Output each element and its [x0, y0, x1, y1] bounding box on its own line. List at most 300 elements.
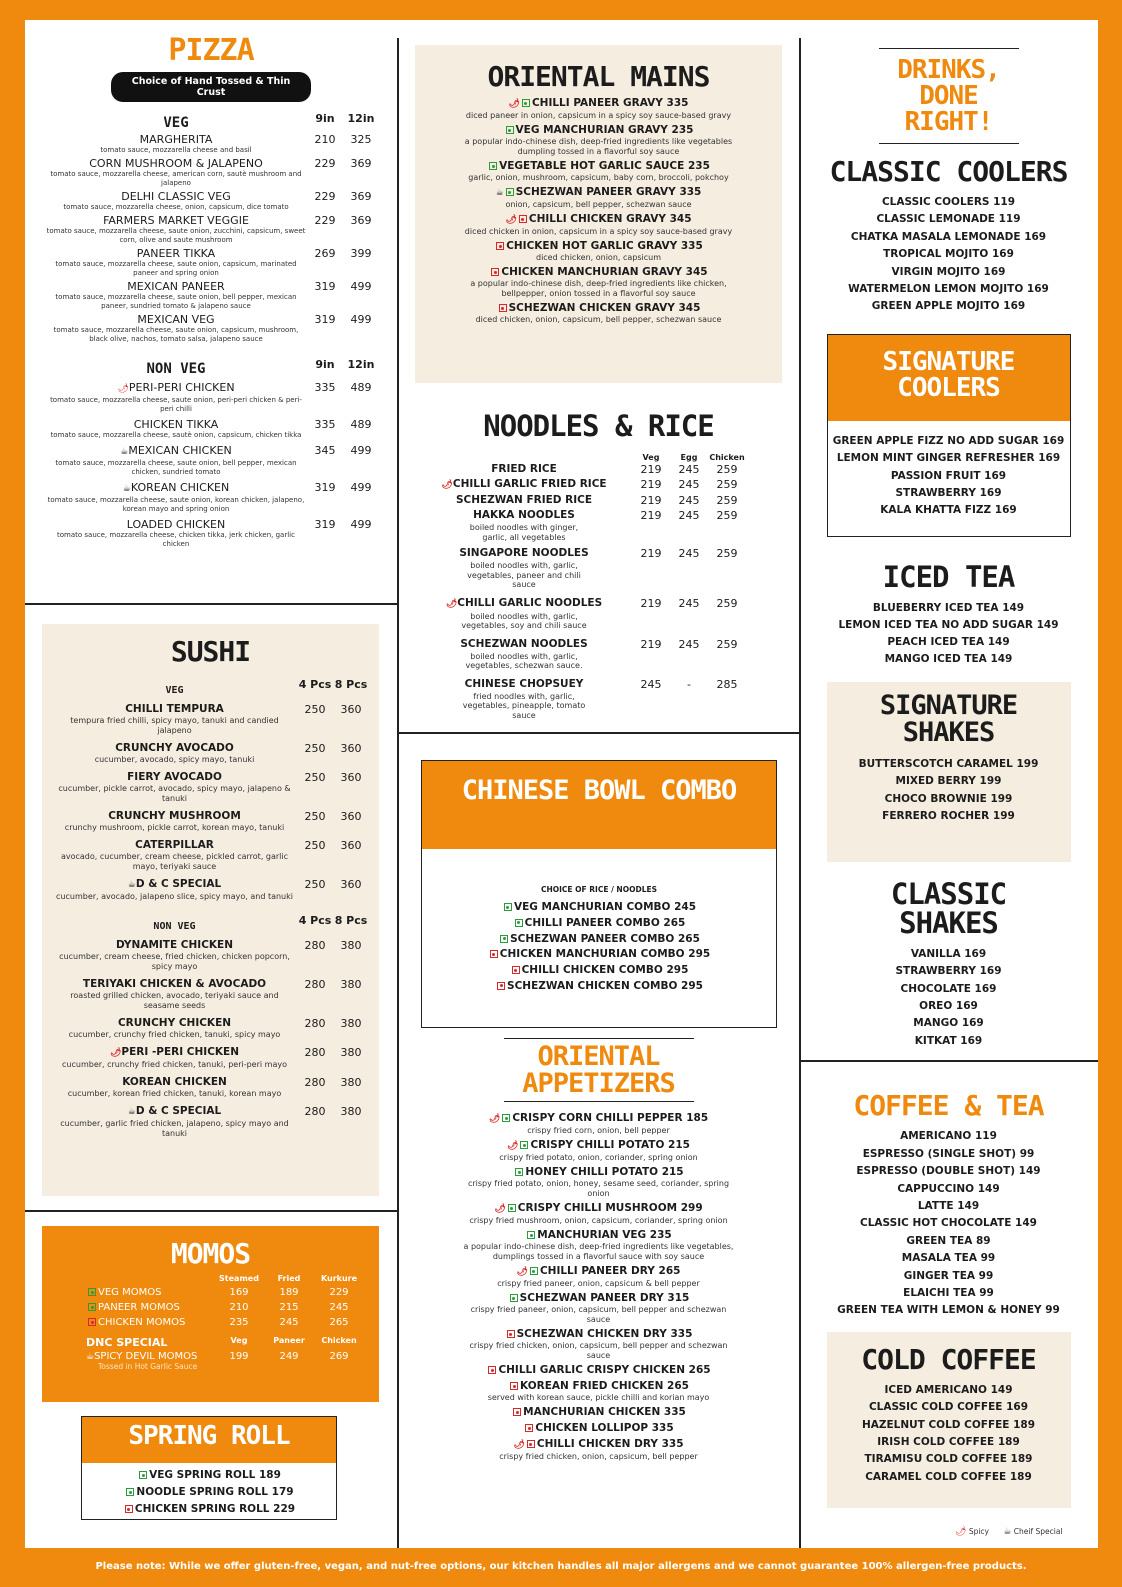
nonveg-icon	[491, 268, 499, 276]
item-name-text: PANEER MOMOS	[98, 1302, 180, 1313]
item-name-text: SPICY DEVIL MOMOS	[94, 1351, 198, 1362]
menu-item	[799, 998, 1098, 1015]
menu-item	[827, 791, 1071, 808]
veg-icon	[530, 1267, 538, 1275]
price-small: 319	[314, 313, 336, 326]
price: 245	[678, 547, 700, 560]
price: 245	[640, 677, 662, 691]
menu-item	[828, 485, 1070, 502]
item-name	[52, 1076, 297, 1089]
item-name	[52, 878, 297, 892]
item-desc: cucumber, pickle carrot, avocado, spicy mayo, jalapeno & tanuki	[58, 784, 291, 803]
chili-icon: 🌶	[513, 1440, 525, 1450]
menu-item	[799, 981, 1098, 998]
menu-item	[415, 508, 782, 542]
menu-item	[52, 878, 369, 902]
item-name-text: FRIED RICE	[491, 463, 557, 475]
section-title: SUSHI	[170, 635, 251, 668]
item-name-text: DELHI CLASSIC VEG	[121, 190, 231, 203]
price: 259	[716, 463, 738, 476]
item-info	[52, 939, 297, 972]
momos-row	[42, 1351, 379, 1362]
drinks-title: DRINKS, DONE RIGHT!	[897, 55, 1000, 137]
price-8pcs: 380	[340, 1076, 362, 1089]
item-desc: onion, capsicum, bell pepper, schezwan sauce	[505, 200, 692, 209]
price: 259	[716, 637, 738, 651]
chili-icon: 🌶	[117, 384, 129, 394]
item-name-text: OREO 169	[919, 1000, 978, 1013]
menu-item	[422, 947, 776, 963]
price: 219	[640, 494, 662, 507]
veg-icon	[510, 1294, 518, 1302]
price-small: 210	[314, 133, 336, 146]
item-name	[45, 381, 307, 396]
item-info	[45, 481, 307, 514]
price: 219	[640, 547, 662, 560]
menu-item	[799, 194, 1098, 211]
item-name-text: IRISH COLD COFFEE 189	[877, 1435, 1020, 1448]
price-8pcs: 380	[340, 978, 362, 991]
item-name-text: CLASSIC COLD COFFEE 169	[868, 1401, 1029, 1414]
item-name-text: VEG MANCHURIAN COMBO 245	[513, 901, 697, 913]
item-info	[52, 978, 297, 1011]
item-name-text: SCHEZWAN FRIED RICE	[455, 494, 593, 506]
item-name-text: AMERICANO 119	[900, 1130, 997, 1143]
item-name-text: PANEER TIKKA	[136, 247, 216, 260]
item-info	[45, 133, 307, 155]
item-info	[45, 280, 307, 311]
allergen-footer: Please note: While we offer gluten-free, vegan, and nut-free options, our kitchen handles all major allergens and we cannot guarantee 100% allergen-free products.	[95, 1561, 1027, 1572]
item-name	[415, 477, 633, 493]
item-desc: tomato sauce, mozzarella cheese, sautè onion, capsicum, chicken tikka	[50, 431, 302, 439]
menu-item	[82, 1467, 336, 1484]
chili-icon: 🌶	[109, 1048, 122, 1058]
section-title: MOMOS	[170, 1237, 251, 1270]
item-info	[415, 637, 633, 671]
item-info	[52, 878, 297, 902]
item-name-text: ESPRESSO (DOUBLE SHOT) 149	[856, 1165, 1041, 1178]
item-desc: tomato sauce, mozzarella cheese, saute onion, zucchini, capsicum, sweet corn, olive and saute mushroom	[46, 227, 306, 244]
item-name-text: STRAWBERRY 169	[895, 487, 1002, 500]
nonveg-icon	[507, 1330, 515, 1338]
item-info	[415, 596, 633, 631]
item-name-text: CHICKEN MANCHURIAN COMBO 295	[499, 948, 711, 961]
section-title: ORIENTAL APPETIZERS	[522, 1041, 675, 1099]
item-name-text: CHILLI CHICKEN GRAVY 345	[528, 213, 692, 225]
price: 259	[716, 509, 738, 522]
item-name	[415, 302, 782, 315]
price: 245	[678, 463, 700, 476]
item-info	[415, 477, 633, 493]
menu-item	[45, 247, 379, 278]
item-desc: a popular indo-chinese dish, deep-fried ingredients like chicken, bellpepper, onion tossed in a flavorful soy sauce	[470, 279, 727, 298]
item-name	[52, 771, 297, 784]
item-desc: tomato sauce, mozzarella cheese, saute onion, korean chicken, jalapeno, korean mayo and spring onion	[47, 496, 305, 513]
item-name-text: LATTE 149	[917, 1199, 980, 1212]
chili-icon: 🌶	[508, 99, 520, 109]
item-name	[415, 596, 633, 612]
item-desc: tomato sauce, mozzarella cheese, saute onion, bell pepper, mexican paneer, sundried tomato & jalapeno sauce	[55, 293, 297, 310]
item-desc: tomato sauce, mozzarella cheese, saute onion, capsicum, mushroom, black olive, nachos, tomato salsa, jalapeno sauce	[53, 326, 299, 343]
menu-item	[415, 1364, 782, 1377]
menu-item	[45, 133, 379, 155]
menu-item	[52, 1017, 369, 1040]
momos-val: 169	[229, 1287, 249, 1298]
price-large: 499	[350, 444, 372, 457]
item-info	[45, 444, 307, 477]
item-desc: boiled noodles with ginger, garlic, all vegetables	[469, 523, 579, 542]
item-name-text: CRUNCHY MUSHROOM	[108, 810, 241, 822]
menu-item	[415, 1422, 782, 1435]
price: 219	[640, 509, 662, 522]
item-name-text: SCHEZWAN PANEER COMBO 265	[510, 932, 700, 945]
menu-item	[45, 381, 379, 414]
section-title: COFFEE & TEA	[853, 1089, 1044, 1123]
nonveg-icon	[510, 1382, 518, 1390]
section-title: ORIENTAL MAINS	[487, 60, 710, 93]
menu-item	[52, 1105, 369, 1139]
price-col-header: Egg	[680, 453, 698, 462]
price-8pcs: 380	[340, 1017, 362, 1030]
menu-item	[52, 810, 369, 833]
item-name-text: CRISPY CHILLI POTATO 215	[530, 1139, 690, 1151]
menu-item	[799, 1215, 1098, 1232]
nonveg-icon	[525, 1424, 533, 1432]
item-name	[45, 444, 307, 459]
menu-sheet	[25, 20, 1098, 1548]
item-name-text: PERI -PERI CHICKEN	[121, 1046, 240, 1058]
section-title: ICED TEA	[882, 559, 1015, 594]
item-name	[52, 1105, 297, 1119]
price-small: 345	[314, 444, 336, 457]
size-header: 12in	[347, 112, 375, 125]
menu-item	[52, 978, 369, 1011]
item-name-text: NOODLE SPRING ROLL 179	[136, 1486, 294, 1498]
menu-item	[799, 1285, 1098, 1302]
noodles-section	[415, 409, 782, 720]
item-name-text: SCHEZWAN PANEER GRAVY 335	[515, 186, 702, 198]
menu-item	[799, 963, 1098, 980]
chili-icon: 🌶	[505, 215, 517, 225]
menu-item	[415, 213, 782, 237]
momos-row	[42, 1336, 379, 1349]
item-desc: cucumber, avocado, spicy mayo, tanuki	[94, 755, 255, 764]
item-desc: cucumber, crunchy fried chicken, tanuki, spicy mayo	[68, 1030, 281, 1039]
price-4pcs: 250	[304, 878, 326, 891]
menu-item	[422, 916, 776, 932]
item-name	[52, 978, 297, 991]
item-name	[415, 493, 633, 508]
price-large: 489	[350, 381, 372, 394]
veg-icon	[520, 1141, 528, 1149]
item-name-text: DYNAMITE CHICKEN	[115, 939, 234, 951]
item-info	[52, 1046, 297, 1070]
item-name-text: SCHEZWAN PANEER DRY 315	[519, 1292, 690, 1304]
legend-chef: Cheif Special	[1013, 1527, 1063, 1536]
section-title: CHINESE BOWL COMBO	[422, 761, 776, 849]
oriental-mains-section	[415, 45, 782, 383]
item-name	[415, 124, 782, 137]
price-4pcs: 250	[304, 703, 326, 716]
chef-hat-icon: ☕	[495, 188, 504, 198]
sushi-section	[42, 624, 379, 1196]
price: 259	[716, 494, 738, 507]
price-8pcs: 380	[340, 939, 362, 952]
momos-item	[86, 1287, 161, 1298]
price: 219	[640, 478, 662, 491]
momos-row	[42, 1274, 379, 1283]
nonveg-label: NON VEG	[153, 921, 196, 932]
item-name-text: MEXICAN VEG	[137, 313, 215, 326]
menu-item	[415, 477, 782, 493]
item-desc: boiled noodles with, garlic, vegetables, schezwan sauce.	[465, 651, 583, 670]
section-title: SIGNATURE SHAKES	[879, 689, 1018, 748]
menu-item	[415, 1265, 782, 1289]
menu-item	[799, 1233, 1098, 1250]
item-name-text: MANCHURIAN CHICKEN 335	[523, 1406, 686, 1418]
menu-item	[45, 444, 379, 477]
item-name-text: KOREAN CHICKEN	[122, 1076, 227, 1088]
price-4pcs: 280	[304, 978, 326, 991]
item-name	[45, 157, 307, 170]
menu-item	[799, 1181, 1098, 1198]
menu-item	[52, 703, 369, 736]
item-name-text: CORN MUSHROOM & JALAPENO	[89, 157, 263, 170]
momos-val: 215	[279, 1302, 299, 1313]
menu-item	[799, 1198, 1098, 1215]
item-desc: a popular indo-chinese dish, deep-fried ingredients like vegetables, dumplings tossed in a flavorful sauce with soy sauce	[463, 1242, 734, 1261]
item-desc: cucumber, avocado, jalapeno slice, spicy mayo, and tanuki	[56, 892, 293, 901]
legend-spicy: Spicy	[968, 1527, 989, 1536]
menu-item	[415, 677, 782, 721]
price: 245	[678, 509, 700, 522]
item-name-text: CRUNCHY AVOCADO	[115, 742, 234, 754]
section-title: SIGNATURE COOLERS	[828, 335, 1070, 421]
item-name-text: MEXICAN PANEER	[127, 280, 225, 293]
item-name-text: LOADED CHICKEN	[126, 518, 226, 531]
item-name-text: MASALA TEA 99	[901, 1252, 996, 1265]
chef-hat-icon: ☕	[122, 484, 131, 494]
item-name-text: CHILLI GARLIC NOODLES	[457, 596, 603, 609]
item-name-text: FERRERO ROCHER 199	[882, 810, 1015, 823]
item-name-text: CLASSIC LEMONADE 119	[876, 213, 1021, 226]
menu-item	[415, 546, 782, 590]
price-4pcs: 280	[304, 939, 326, 952]
momos-val: 249	[279, 1351, 299, 1362]
item-name-text: CRUNCHY CHICKEN	[117, 1017, 232, 1029]
item-name	[415, 1364, 782, 1377]
price: 245	[678, 494, 700, 507]
item-name-text: KITKAT 169	[914, 1034, 983, 1047]
item-name-text: CHOCO BROWNIE 199	[884, 792, 1013, 805]
combo-section	[421, 760, 777, 1028]
section-title: SPRING ROLL	[82, 1417, 336, 1463]
menu-item	[82, 1501, 336, 1518]
item-name	[415, 213, 782, 227]
item-name-text: PEACH ICED TEA 149	[887, 635, 1010, 648]
menu-item	[799, 634, 1098, 651]
item-desc: avocado, cucumber, cream cheese, pickled carrot, garlic mayo, teriyaki sauce	[60, 852, 289, 871]
price-large: 499	[350, 481, 372, 494]
price-4pcs: 280	[304, 1105, 326, 1118]
item-name	[415, 637, 633, 652]
item-name	[415, 1112, 782, 1126]
item-desc: crispy fried mushroom, onion, capsicum, coriander, spring onion	[469, 1216, 728, 1225]
item-name-text: TERIYAKI CHICKEN & AVOCADO	[82, 978, 267, 990]
menu-item	[415, 160, 782, 183]
item-name-text: ESPRESSO (SINGLE SHOT) 99	[862, 1147, 1035, 1160]
item-desc: crispy fried chicken, onion, capsicum, bell pepper	[499, 1452, 698, 1461]
pcs-header: 4 Pcs	[298, 678, 332, 691]
nonveg-icon	[527, 1440, 535, 1448]
item-desc: crispy fried potato, onion, coriander, spring onion	[499, 1153, 698, 1162]
veg-icon	[88, 1288, 96, 1296]
menu-item	[799, 651, 1098, 668]
price-large: 499	[350, 518, 372, 531]
item-name-text: CHICKEN TIKKA	[133, 418, 219, 431]
price-small: 335	[314, 418, 336, 431]
divider	[397, 732, 799, 734]
chef-hat-icon: ☕	[86, 1352, 95, 1362]
item-desc: cucumber, cream cheese, fried chicken, chicken popcorn, spicy mayo	[59, 952, 290, 971]
chili-icon: 🌶	[507, 1141, 519, 1151]
price-col-header: Chicken	[709, 453, 745, 462]
item-name-text: SINGAPORE NOODLES	[459, 547, 589, 559]
item-desc: crispy fried paneer, onion, capsicum & bell pepper	[497, 1279, 700, 1288]
item-name-text: SCHEZWAN CHICKEN COMBO 295	[507, 979, 703, 992]
price-large: 369	[350, 157, 372, 170]
item-name-text: BLUEBERRY ICED TEA 149	[872, 601, 1025, 614]
item-name-text: CHICKEN HOT GARLIC GRAVY 335	[506, 240, 703, 252]
price-4pcs: 280	[304, 1046, 326, 1059]
chef-hat-icon: ☕	[1003, 1527, 1012, 1537]
item-name-text: D & C SPECIAL	[135, 878, 222, 890]
price-large: 369	[350, 214, 372, 227]
price-small: 319	[314, 518, 336, 531]
item-info	[45, 381, 307, 414]
momos-val: 245	[279, 1317, 299, 1328]
appetizers-section	[415, 1038, 782, 1462]
price-large: 499	[350, 313, 372, 326]
momos-row	[42, 1302, 379, 1313]
spring-roll-section	[81, 1416, 337, 1520]
veg-icon	[500, 935, 508, 943]
item-name-text: CHILLI CHICKEN DRY 335	[536, 1438, 684, 1450]
momos-val: Chicken	[321, 1336, 357, 1345]
veg-icon	[88, 1303, 96, 1311]
menu-item	[799, 946, 1098, 963]
menu-item	[799, 298, 1098, 315]
item-desc: crispy fried corn, onion, bell pepper	[527, 1126, 670, 1135]
price: 245	[678, 596, 700, 610]
item-info	[52, 771, 297, 804]
momos-val: Kurkure	[320, 1274, 358, 1283]
nonveg-icon	[125, 1505, 133, 1513]
price-large: 489	[350, 418, 372, 431]
item-name-text: MANGO 169	[913, 1017, 984, 1030]
menu-item	[415, 124, 782, 157]
item-name-text: KOREAN CHICKEN	[130, 481, 230, 494]
item-name-text: HAKKA NOODLES	[473, 509, 575, 521]
item-name	[415, 1438, 782, 1452]
menu-item	[52, 1076, 369, 1099]
item-name	[415, 508, 633, 523]
item-name-text: VIRGIN MOJITO 169	[891, 265, 1006, 278]
item-name-text: CHOCOLATE 169	[900, 982, 997, 995]
divider	[25, 1210, 397, 1212]
menu-item	[827, 808, 1071, 825]
nonveg-icon	[490, 950, 498, 958]
item-name-text: CHILLI PANEER GRAVY 335	[531, 97, 689, 109]
momos-item	[86, 1351, 197, 1362]
item-name-text: VEG MOMOS	[98, 1287, 162, 1298]
item-info	[45, 190, 307, 212]
item-name-text: HAZELNUT COLD COFFEE 189	[861, 1418, 1036, 1431]
item-name	[52, 939, 297, 952]
veg-icon	[126, 1488, 134, 1496]
price-small: 269	[314, 247, 336, 260]
legend	[955, 1527, 1063, 1537]
momos-val: Steamed	[219, 1274, 259, 1283]
item-desc: tomato sauce, mozzarella cheese and basil	[100, 146, 252, 154]
item-name-text: CHINESE CHOPSUEY	[464, 677, 584, 690]
chili-icon: 🌶	[494, 1204, 506, 1214]
chili-icon: 🌶	[445, 598, 458, 609]
menu-item	[415, 1229, 782, 1262]
menu-item	[422, 932, 776, 948]
item-desc: tomato sauce, mozzarella cheese, onion, capsicum, dice tomato	[63, 203, 289, 211]
item-name	[415, 266, 782, 279]
price-8pcs: 360	[340, 878, 362, 891]
drinks-column	[799, 20, 1098, 1508]
item-desc: cucumber, crunchy fried chicken, tanuki, peri-peri mayo	[62, 1060, 287, 1069]
veg-icon	[508, 1204, 516, 1212]
item-info	[52, 703, 297, 736]
veg-icon	[504, 903, 512, 911]
item-name	[415, 1328, 782, 1341]
item-name	[45, 247, 307, 260]
item-desc: roasted grilled chicken, avocado, teriyaki sauce and seasame seeds	[70, 991, 279, 1010]
price-large: 369	[350, 190, 372, 203]
item-desc: cucumber, garlic fried chicken, jalapeno, spicy mayo and tanuki	[60, 1119, 289, 1138]
item-name-text: CHILLI PANEER COMBO 265	[524, 916, 686, 929]
pcs-header: 8 Pcs	[334, 678, 368, 691]
item-name	[45, 518, 307, 531]
menu-item	[799, 246, 1098, 263]
veg-icon	[522, 99, 530, 107]
price-small: 229	[314, 157, 336, 170]
item-desc: crispy fried potato, onion, honey, sesame seed, coriander, spring onion	[467, 1179, 730, 1198]
item-info	[45, 214, 307, 245]
price-small: 335	[314, 381, 336, 394]
menu-item	[415, 302, 782, 325]
momos-name	[86, 1287, 214, 1298]
menu-item	[422, 963, 776, 979]
menu-item	[827, 1417, 1071, 1434]
item-info	[415, 677, 633, 721]
item-name	[45, 280, 307, 293]
item-name	[415, 1229, 782, 1242]
momos-val: Paneer	[273, 1336, 305, 1345]
item-name-text: CATERPILLAR	[135, 839, 214, 851]
momos-name	[86, 1302, 214, 1313]
menu-item	[415, 1202, 782, 1226]
nonveg-icon	[519, 215, 527, 223]
item-name-text: KOREAN FRIED CHICKEN 265	[520, 1380, 689, 1392]
item-desc: crispy fried chicken, onion, capsicum, bell pepper and schezwan sauce	[469, 1341, 728, 1360]
menu-item	[415, 186, 782, 210]
veg-icon	[489, 162, 497, 170]
